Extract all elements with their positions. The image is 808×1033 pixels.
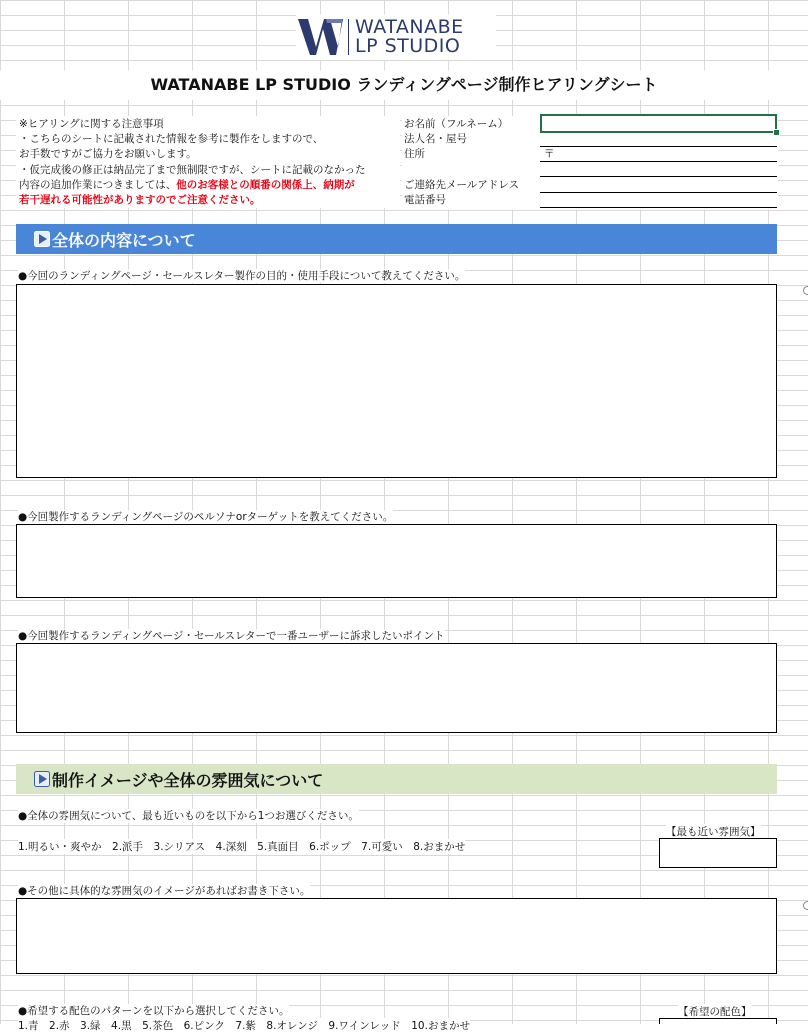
phone-label: 電話番号 bbox=[404, 194, 446, 206]
comment-marker-icon[interactable] bbox=[803, 901, 808, 910]
logo-line2: LP STUDIO bbox=[355, 35, 461, 57]
question-appeal: ●今回製作するランディングページ・セールスレターで一番ユーザーに訴求したいポイント bbox=[18, 630, 445, 642]
logo-w-icon bbox=[296, 15, 344, 59]
phone-input[interactable] bbox=[540, 207, 777, 208]
answer-purpose-box[interactable] bbox=[16, 284, 777, 478]
notes-heading: ※ヒアリングに関する注意事項 bbox=[19, 118, 164, 130]
notes-line-3: ・仮完成後の修正は納品完了まで無制限ですが、シートに記載のなかった bbox=[19, 164, 366, 176]
logo-line1: WATANABE bbox=[355, 16, 464, 38]
address-label: 住所 bbox=[404, 148, 425, 160]
logo-divider bbox=[348, 19, 349, 55]
question-persona: ●今回製作するランディングページのペルソナorターゲットを教えてください。 bbox=[18, 511, 394, 523]
notes-line-1: ・こちらのシートに記載された情報を参考に製作をしますので、 bbox=[19, 133, 324, 145]
question-atmosphere-detail: ●その他に具体的な雰囲気のイメージがあればお書き下さい。 bbox=[18, 885, 311, 897]
play-arrow-icon bbox=[34, 771, 50, 787]
address-input-2[interactable] bbox=[540, 176, 777, 177]
color-choice-box[interactable] bbox=[659, 1018, 777, 1024]
notes-line-4-plain: 内容の追加作業につきましては、 bbox=[19, 179, 177, 191]
section-overview-title: 全体の内容について bbox=[52, 230, 196, 250]
answer-appeal-box[interactable] bbox=[16, 643, 777, 733]
email-input[interactable] bbox=[540, 192, 777, 193]
question-color: ●希望する配色のパターンを以下から選択してください。 bbox=[18, 1005, 290, 1017]
cell-fill-handle[interactable] bbox=[773, 129, 780, 136]
name-input[interactable] bbox=[540, 114, 777, 133]
atmosphere-choice-box[interactable] bbox=[659, 838, 777, 868]
notes-line-2: お手数ですがご協力をお願いします。 bbox=[19, 148, 197, 160]
address-input-1[interactable] bbox=[540, 161, 777, 162]
notes-line-4 bbox=[19, 178, 355, 193]
section-atmosphere-header bbox=[16, 764, 777, 794]
answer-persona-box[interactable] bbox=[16, 524, 777, 598]
email-label: ご連絡先メールアドレス bbox=[404, 179, 519, 191]
color-choice-label: 【希望の配色】 bbox=[678, 1006, 752, 1018]
answer-atmosphere-detail-box[interactable] bbox=[16, 898, 777, 974]
name-label: お名前（フルネーム） bbox=[404, 118, 509, 130]
comment-marker-icon[interactable] bbox=[803, 286, 808, 295]
notes-line-5: 若干遅れる可能性がありますのでご注意ください。 bbox=[19, 194, 261, 206]
company-input[interactable] bbox=[540, 146, 777, 147]
page-title: WATANABE LP STUDIO ランディングページ制作ヒアリングシート bbox=[150, 75, 658, 94]
atmosphere-options: 1.明るい・爽やか 2.派手 3.シリアス 4.深刻 5.真面目 6.ポップ 7.可愛い 8.おまかせ bbox=[18, 841, 466, 853]
play-arrow-icon bbox=[34, 231, 50, 247]
company-label: 法人名・屋号 bbox=[404, 133, 467, 145]
question-purpose: ●今回のランディングページ・セールスレター製作の目的・使用手段について教えてください。 bbox=[18, 270, 466, 282]
section-overview-header bbox=[16, 224, 777, 254]
atmosphere-choice-label: 【最も近い雰囲気】 bbox=[666, 826, 761, 838]
logo-text bbox=[355, 18, 464, 56]
postal-mark: 〒 bbox=[544, 148, 555, 160]
question-atmosphere: ●全体の雰囲気について、最も近いものを以下から1つお選びください。 bbox=[18, 810, 359, 822]
section-atmosphere-title: 制作イメージや全体の雰囲気について bbox=[52, 770, 324, 790]
color-options: 1.青 2.赤 3.緑 4.黒 5.茶色 6.ピンク 7.紫 8.オレンジ 9.ワインレッド 10.おまかせ bbox=[18, 1020, 470, 1032]
notes-line-4-red: 他のお客様との順番の関係上、納期が bbox=[176, 179, 355, 191]
logo bbox=[296, 14, 496, 60]
